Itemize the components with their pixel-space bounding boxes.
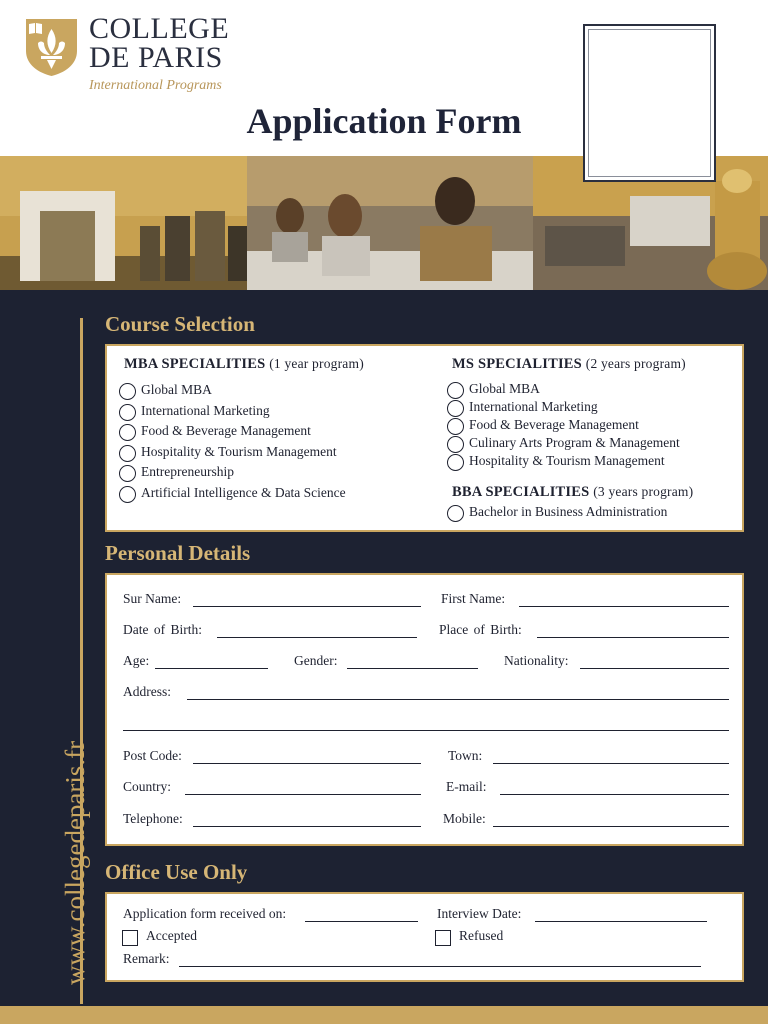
office-use-title: Office Use Only xyxy=(105,860,248,884)
photo-inner-frame xyxy=(588,29,711,177)
option-label: Hospitality & Tourism Management xyxy=(141,444,337,459)
nationality-label: Nationality: xyxy=(504,653,569,668)
address-field-line2[interactable] xyxy=(123,730,729,731)
remark-field[interactable] xyxy=(179,966,701,967)
radio-ms-international-marketing[interactable] xyxy=(447,400,464,417)
ms-heading: MS SPECIALITIES (2 years program) xyxy=(452,356,686,372)
option-label: Food & Beverage Management xyxy=(469,417,639,432)
received-on-label: Application form received on: xyxy=(123,906,287,921)
refused-label: Refused xyxy=(459,928,504,943)
address-label: Address: xyxy=(123,684,171,699)
mobile-field[interactable] xyxy=(493,826,729,827)
photo-placeholder xyxy=(583,24,716,182)
radio-ms-culinary-arts[interactable] xyxy=(447,436,464,453)
mobile-label: Mobile: xyxy=(443,811,486,826)
radio-ms-hospitality-tourism[interactable] xyxy=(447,454,464,471)
surname-label: Sur Name: xyxy=(123,591,182,606)
brand-name xyxy=(89,14,229,72)
interview-date-field[interactable] xyxy=(535,921,707,922)
option-label: Hospitality & Tourism Management xyxy=(469,453,665,468)
post-code-label: Post Code: xyxy=(123,748,182,763)
brand-name-line2: DE PARIS xyxy=(89,41,223,74)
page-title: Application Form xyxy=(246,101,522,141)
bba-heading: BBA SPECIALITIES (3 years program) xyxy=(452,484,694,500)
option-label: Artificial Intelligence & Data Science xyxy=(141,485,346,500)
radio-mba-hospitality-tourism[interactable] xyxy=(119,445,136,462)
received-on-field[interactable] xyxy=(305,921,418,922)
mba-heading: MBA SPECIALITIES (1 year program) xyxy=(124,356,364,372)
telephone-field[interactable] xyxy=(193,826,421,827)
dob-label: Date of Birth: xyxy=(123,622,202,637)
fleur-de-lis-shield-icon xyxy=(24,17,79,77)
option-label: Bachelor in Business Administration xyxy=(469,504,668,519)
email-field[interactable] xyxy=(500,794,729,795)
option-label: Global MBA xyxy=(141,382,212,397)
footer-gold-strip xyxy=(0,1006,768,1024)
country-field[interactable] xyxy=(185,794,421,795)
town-label: Town: xyxy=(448,748,483,763)
radio-mba-ai-data-science[interactable] xyxy=(119,486,136,503)
website-url: www.collegedeparis.fr xyxy=(60,740,90,985)
radio-mba-global-mba[interactable] xyxy=(119,383,136,400)
refused-checkbox[interactable] xyxy=(435,930,451,946)
banner-photo-students xyxy=(247,156,533,290)
radio-bba-business-administration[interactable] xyxy=(447,505,464,522)
office-use-panel xyxy=(105,892,744,982)
option-label: International Marketing xyxy=(141,403,270,418)
country-label: Country: xyxy=(123,779,172,794)
dob-field[interactable] xyxy=(217,637,417,638)
age-label: Age: xyxy=(123,653,150,668)
email-label: E-mail: xyxy=(446,779,487,794)
radio-ms-global-mba[interactable] xyxy=(447,382,464,399)
radio-mba-food-beverage[interactable] xyxy=(119,424,136,441)
first-name-label: First Name: xyxy=(441,591,506,606)
address-field-line1[interactable] xyxy=(187,699,729,700)
option-label: Culinary Arts Program & Management xyxy=(469,435,680,450)
nationality-field[interactable] xyxy=(580,668,729,669)
surname-field[interactable] xyxy=(193,606,421,607)
option-label: Entrepreneurship xyxy=(141,464,234,479)
option-label: Food & Beverage Management xyxy=(141,423,311,438)
course-selection-title: Course Selection xyxy=(105,312,255,336)
gender-label: Gender: xyxy=(294,653,338,668)
pob-label: Place of Birth: xyxy=(439,622,522,637)
first-name-field[interactable] xyxy=(519,606,729,607)
accepted-checkbox[interactable] xyxy=(122,930,138,946)
pob-field[interactable] xyxy=(537,637,729,638)
option-label: International Marketing xyxy=(469,399,598,414)
interview-date-label: Interview Date: xyxy=(437,906,522,921)
personal-details-panel xyxy=(105,573,744,846)
radio-ms-food-beverage[interactable] xyxy=(447,418,464,435)
town-field[interactable] xyxy=(493,763,729,764)
gender-field[interactable] xyxy=(347,668,478,669)
radio-mba-international-marketing[interactable] xyxy=(119,404,136,421)
personal-details-title: Personal Details xyxy=(105,541,251,565)
remark-label: Remark: xyxy=(123,951,170,966)
telephone-label: Telephone: xyxy=(123,811,183,826)
age-field[interactable] xyxy=(155,668,268,669)
radio-mba-entrepreneurship[interactable] xyxy=(119,465,136,482)
brand-name-line1: COLLEGE xyxy=(89,12,230,45)
brand-tagline: International Programs xyxy=(89,78,222,93)
course-selection-panel xyxy=(105,344,744,532)
accepted-label: Accepted xyxy=(146,928,197,943)
option-label: Global MBA xyxy=(469,381,540,396)
post-code-field[interactable] xyxy=(193,763,421,764)
banner-photo-arche xyxy=(0,156,247,290)
